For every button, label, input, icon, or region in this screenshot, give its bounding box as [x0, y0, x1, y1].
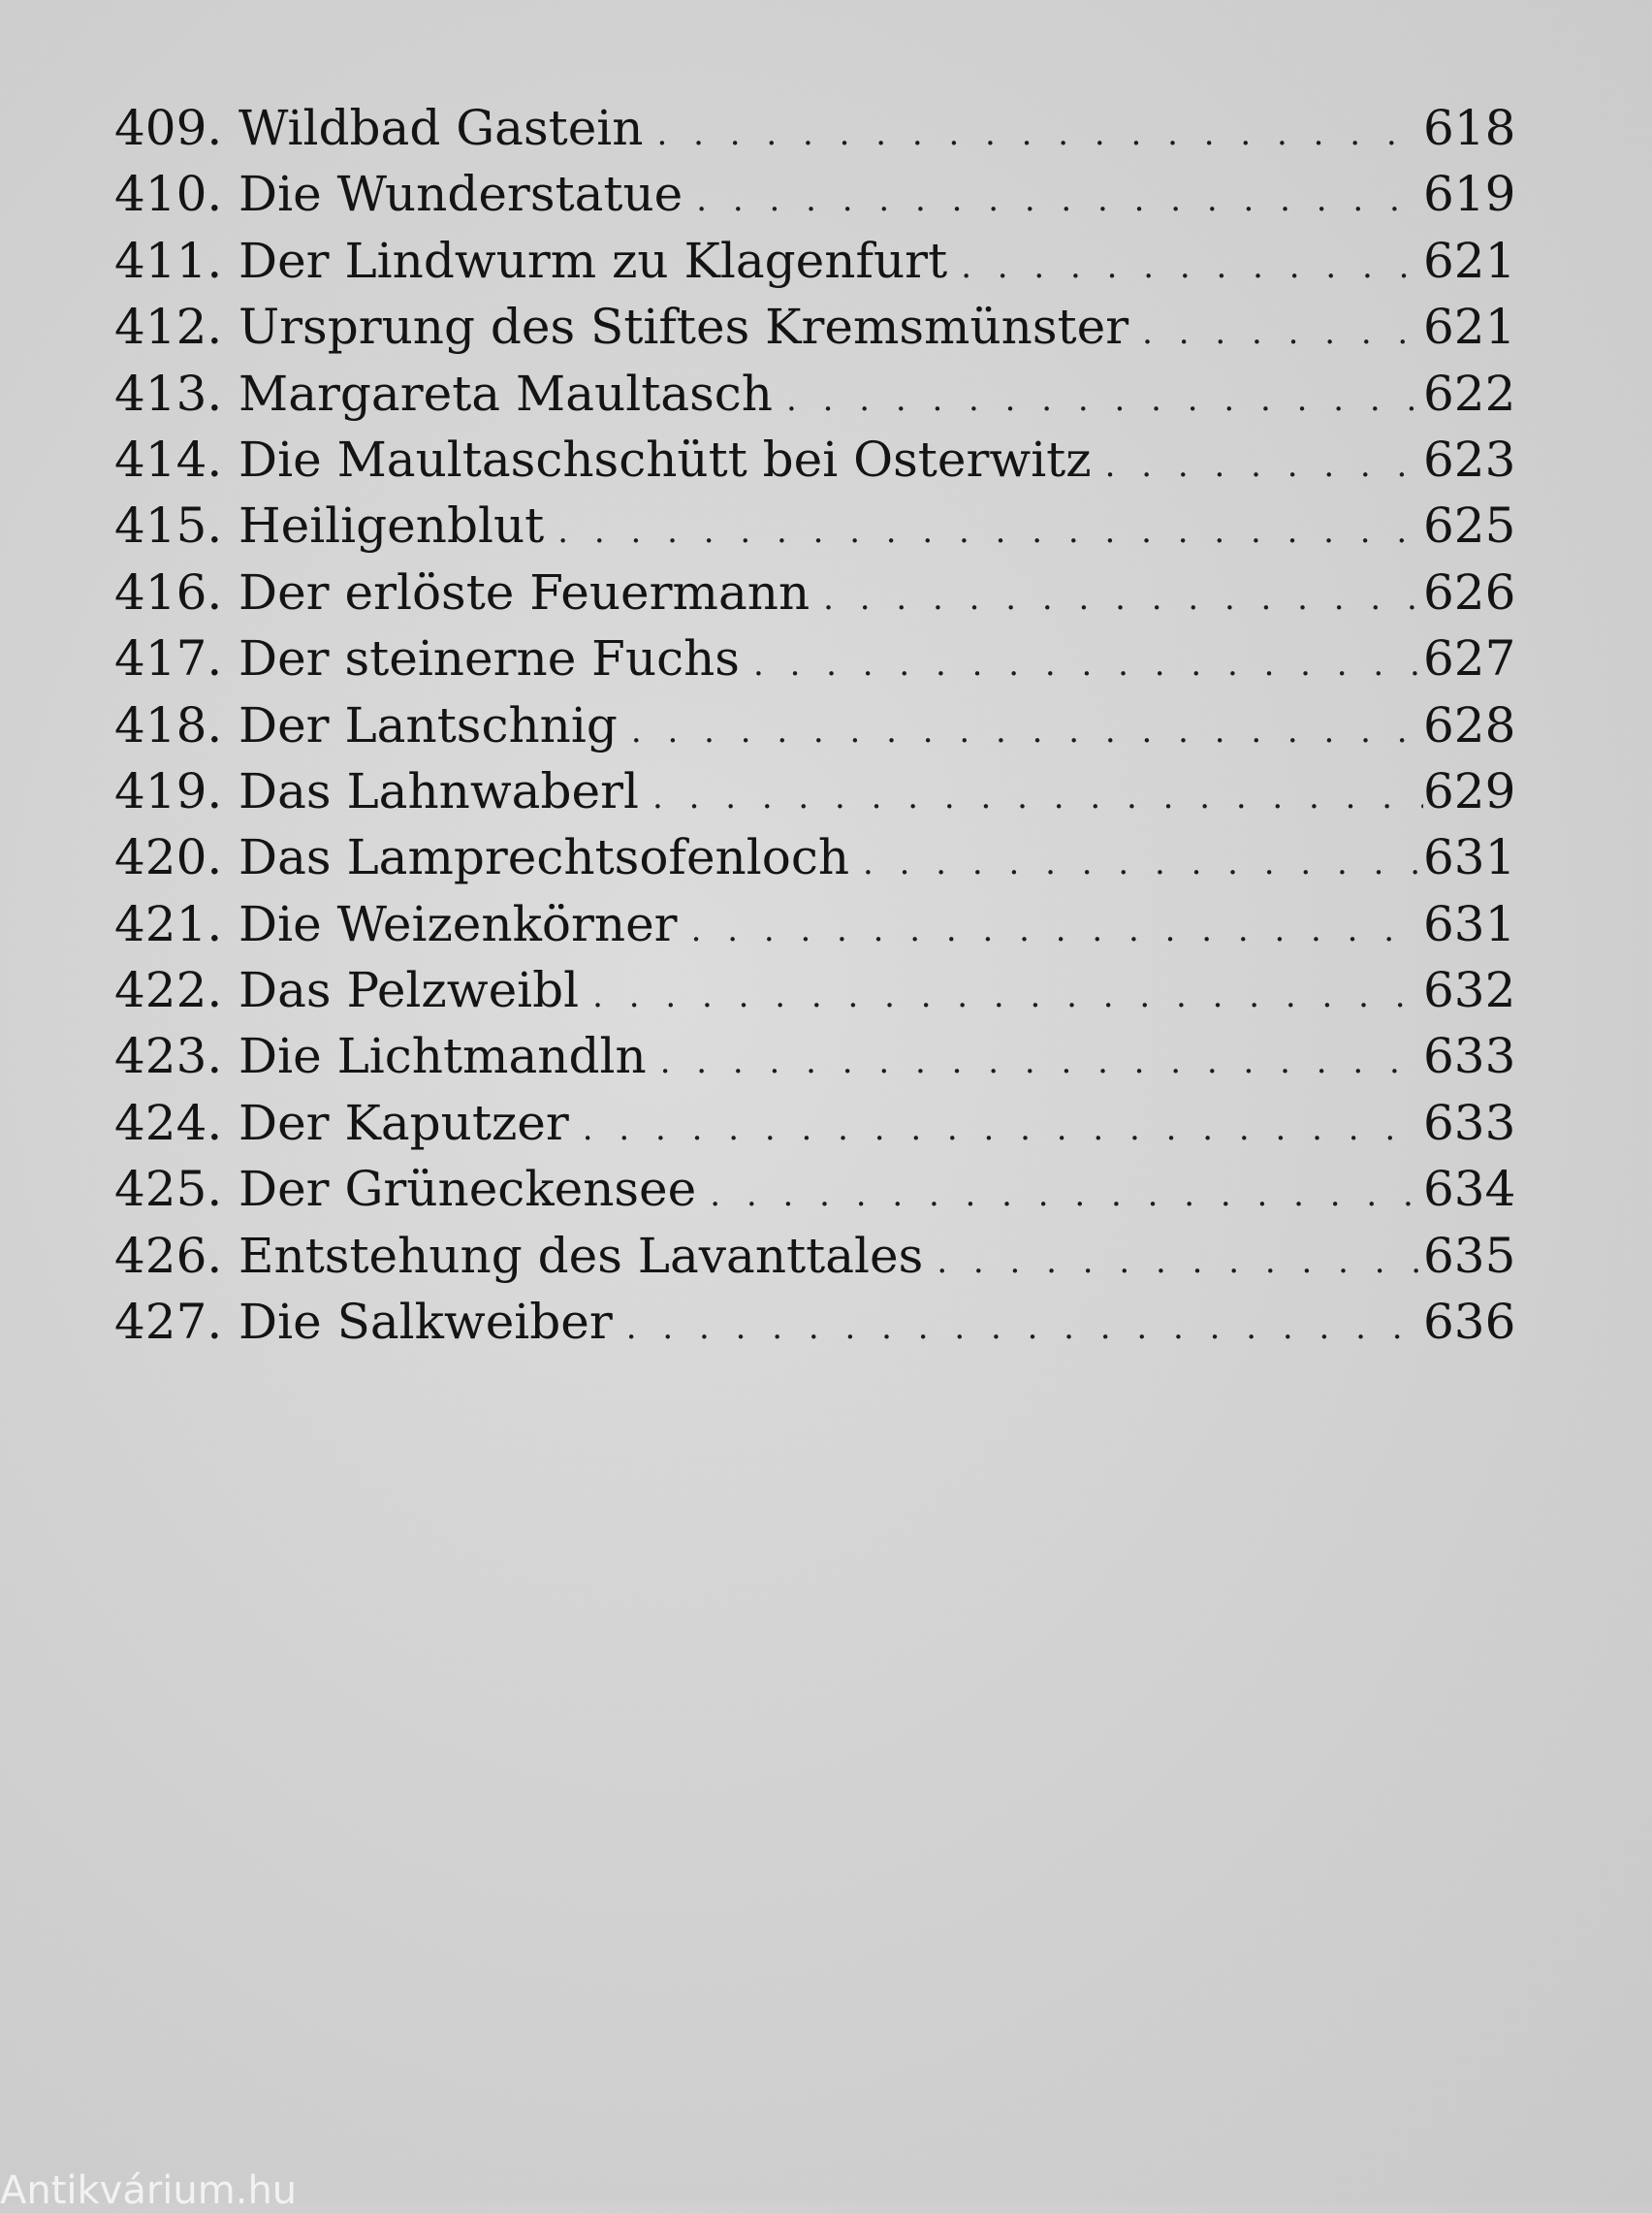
toc-entry	[114, 1289, 1516, 1355]
toc-entry	[114, 361, 1516, 427]
entry-title: Das Pelzweibl	[238, 962, 580, 1019]
entry-page: 627	[1423, 630, 1516, 688]
entry-title: Der Kaputzer	[238, 1094, 569, 1151]
dot-leader	[1142, 294, 1423, 366]
entry-page: 628	[1423, 696, 1516, 754]
entry-page: 623	[1423, 431, 1516, 488]
entry-title: Die Lichtmandln	[238, 1028, 647, 1085]
dot-leader	[657, 95, 1423, 167]
toc-entry	[114, 161, 1516, 227]
entry-number: 417.	[114, 630, 223, 688]
toc-entry	[114, 957, 1516, 1023]
entry-number: 424.	[114, 1094, 223, 1151]
toc-entry	[114, 560, 1516, 625]
dot-leader	[823, 560, 1423, 631]
entry-number: 411.	[114, 232, 223, 289]
entry-title: Der erlöste Feuermann	[238, 563, 810, 621]
entry-number: 421.	[114, 895, 223, 952]
dot-leader	[691, 891, 1423, 963]
entry-number: 418.	[114, 696, 223, 754]
entry-title: Ursprung des Stiftes Kremsmünster	[238, 299, 1129, 356]
entry-page: 631	[1423, 895, 1516, 952]
entry-page: 633	[1423, 1094, 1516, 1151]
entry-title: Heiligenblut	[238, 497, 545, 555]
toc-entry	[114, 493, 1516, 559]
entry-number: 413.	[114, 365, 223, 422]
toc-entry	[114, 1223, 1516, 1289]
entry-page: 632	[1423, 962, 1516, 1019]
entry-number: 415.	[114, 497, 223, 555]
entry-number: 423.	[114, 1028, 223, 1085]
entry-number: 425.	[114, 1161, 223, 1218]
entry-page: 631	[1423, 829, 1516, 886]
toc-entry	[114, 228, 1516, 294]
entry-title: Margareta Maultasch	[238, 365, 773, 422]
dot-leader	[557, 493, 1423, 564]
table-of-contents	[114, 95, 1516, 1355]
entry-page: 622	[1423, 365, 1516, 422]
entry-title: Die Maultaschschütt bei Osterwitz	[238, 431, 1092, 488]
dot-leader	[863, 824, 1423, 896]
entry-title: Der Lindwurm zu Klagenfurt	[238, 232, 948, 289]
entry-page: 629	[1423, 762, 1516, 819]
dot-leader	[660, 1023, 1423, 1095]
toc-entry	[114, 294, 1516, 360]
entry-number: 422.	[114, 962, 223, 1019]
entry-page: 621	[1423, 232, 1516, 289]
entry-page: 618	[1423, 100, 1516, 156]
dot-leader	[786, 361, 1423, 433]
dot-leader	[696, 161, 1423, 233]
dot-leader	[592, 957, 1423, 1029]
toc-entry	[114, 427, 1516, 493]
dot-leader	[710, 1156, 1423, 1228]
dot-leader	[753, 625, 1423, 697]
dot-leader	[652, 758, 1423, 830]
toc-entry	[114, 891, 1516, 957]
entry-page: 636	[1423, 1294, 1516, 1351]
toc-entry	[114, 692, 1516, 758]
entry-title: Das Lamprechtsofenloch	[238, 829, 850, 886]
dot-leader	[631, 692, 1423, 764]
entry-page: 634	[1423, 1161, 1516, 1218]
entry-page: 621	[1423, 299, 1516, 356]
entry-number: 419.	[114, 762, 223, 819]
entry-number: 412.	[114, 299, 223, 356]
entry-title: Wildbad Gastein	[238, 100, 644, 156]
toc-entry	[114, 1023, 1516, 1089]
entry-title: Der steinerne Fuchs	[238, 630, 740, 688]
entry-title: Die Wunderstatue	[238, 166, 683, 223]
entry-number: 427.	[114, 1294, 223, 1351]
dot-leader	[626, 1289, 1423, 1361]
dot-leader	[937, 1223, 1423, 1295]
entry-number: 416.	[114, 563, 223, 621]
entry-page: 633	[1423, 1028, 1516, 1085]
entry-number: 420.	[114, 829, 223, 886]
toc-entry	[114, 1090, 1516, 1156]
toc-entry	[114, 625, 1516, 691]
entry-title: Das Lahnwaberl	[238, 762, 639, 819]
dot-leader	[961, 228, 1423, 300]
entry-title: Die Salkweiber	[238, 1294, 613, 1351]
entry-page: 625	[1423, 497, 1516, 555]
entry-title: Entstehung des Lavanttales	[238, 1227, 924, 1284]
entry-number: 414.	[114, 431, 223, 488]
entry-page: 619	[1423, 166, 1516, 223]
entry-number: 426.	[114, 1227, 223, 1284]
entry-title: Der Grüneckensee	[238, 1161, 697, 1218]
toc-entry	[114, 1156, 1516, 1222]
entry-page: 635	[1423, 1227, 1516, 1284]
entry-number: 410.	[114, 166, 223, 223]
dot-leader	[583, 1090, 1423, 1162]
entry-title: Die Weizenkörner	[238, 895, 678, 952]
entry-page: 626	[1423, 563, 1516, 621]
dot-leader	[1105, 427, 1423, 498]
toc-entry	[114, 758, 1516, 824]
entry-title: Der Lantschnig	[238, 696, 618, 754]
toc-entry	[114, 95, 1516, 161]
entry-number: 409.	[114, 100, 223, 156]
toc-entry	[114, 824, 1516, 890]
watermark: Antikvárium.hu	[0, 2168, 298, 2213]
